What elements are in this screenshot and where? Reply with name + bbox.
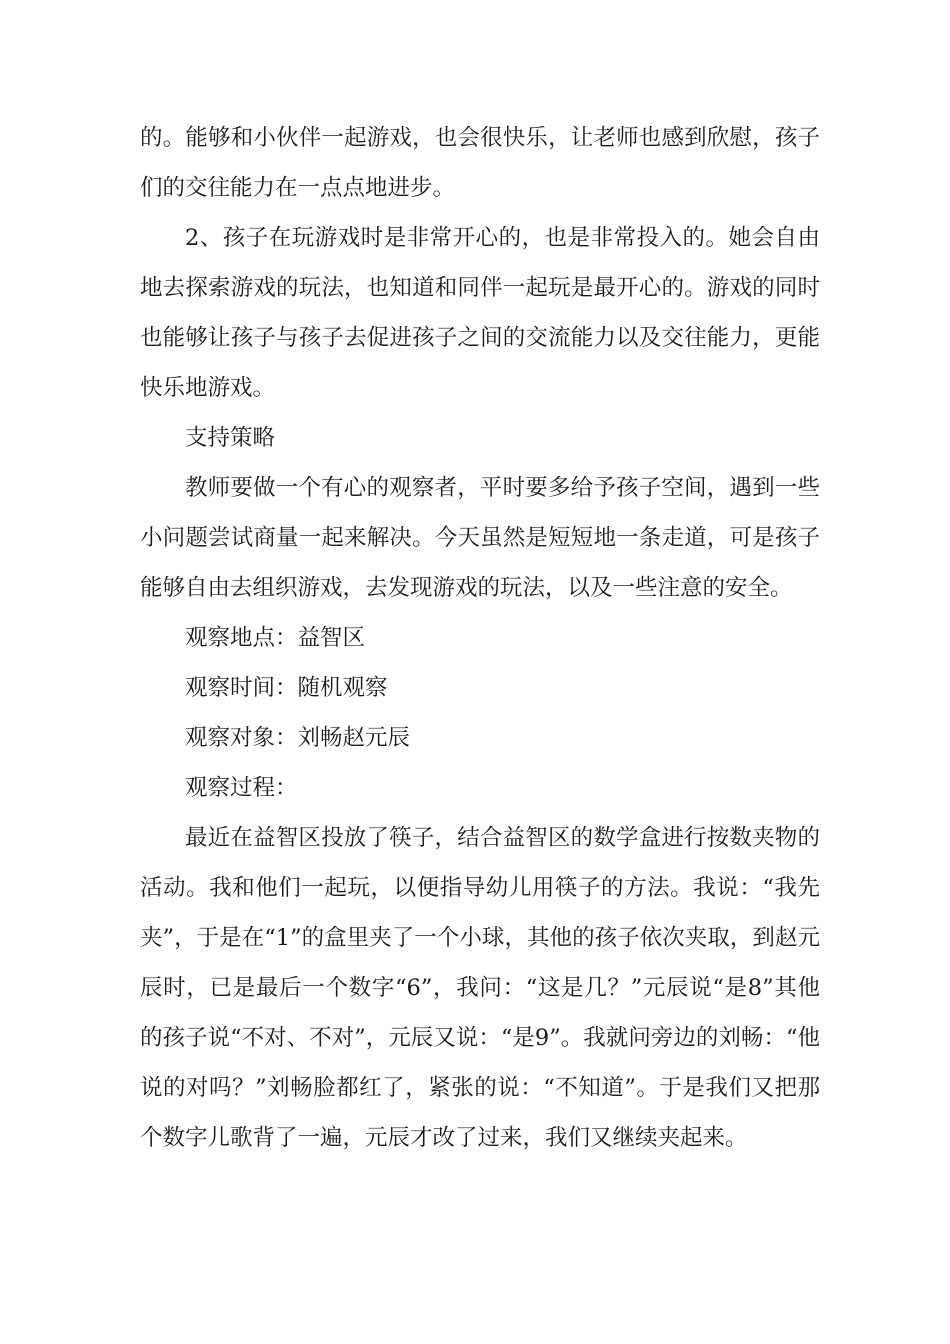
observation-time: 观察时间：随机观察 xyxy=(185,675,388,701)
document-body xyxy=(140,113,820,1163)
paragraph-support-strategy: 教师要做一个有心的观察者，平时要多给予孩子空间，遇到一些小问题尝试商量一起来解决。今天虽然是短短地一条走道，可是孩子能够自由去组织游戏，去发现游戏的玩法，以及一些注意的安全。 xyxy=(140,475,820,601)
observation-process-heading: 观察过程： xyxy=(185,775,298,801)
observation-location: 观察地点：益智区 xyxy=(185,625,366,651)
paragraph-continuation: 的。能够和小伙伴一起游戏，也会很快乐，让老师也感到欣慰，孩子们的交往能力在一点点地进步。 xyxy=(140,125,820,201)
paragraph-observation-point-2: 2、孩子在玩游戏时是非常开心的，也是非常投入的。她会自由地去探索游戏的玩法，也知道和同伴一起玩是最开心的。游戏的同时也能够让孩子与孩子去促进孩子之间的交流能力以及交往能力，更能快乐地游戏。 xyxy=(140,225,820,401)
section-heading-support-strategy: 支持策略 xyxy=(185,425,276,451)
paragraph-observation-process: 最近在益智区投放了筷子，结合益智区的数学盒进行按数夹物的活动。我和他们一起玩，以便指导幼儿用筷子的方法。我说：“我先夹”，于是在“1”的盒里夹了一个小球，其他的孩子依次夹取，到赵元辰时，已是最后一个数字“6”，我问：“这是几？”元辰说“是8”其他的孩子说“不对、不对”，元辰又说：“是9”。我就问旁边的刘畅：“他说的对吗？”刘畅脸都红了，紧张的说：“不知道”。于是我们又把那个数字儿歌背了一遍，元辰才改了过来，我们又继续夹起来。 xyxy=(140,825,820,1151)
observation-subject: 观察对象：刘畅赵元辰 xyxy=(185,725,411,751)
